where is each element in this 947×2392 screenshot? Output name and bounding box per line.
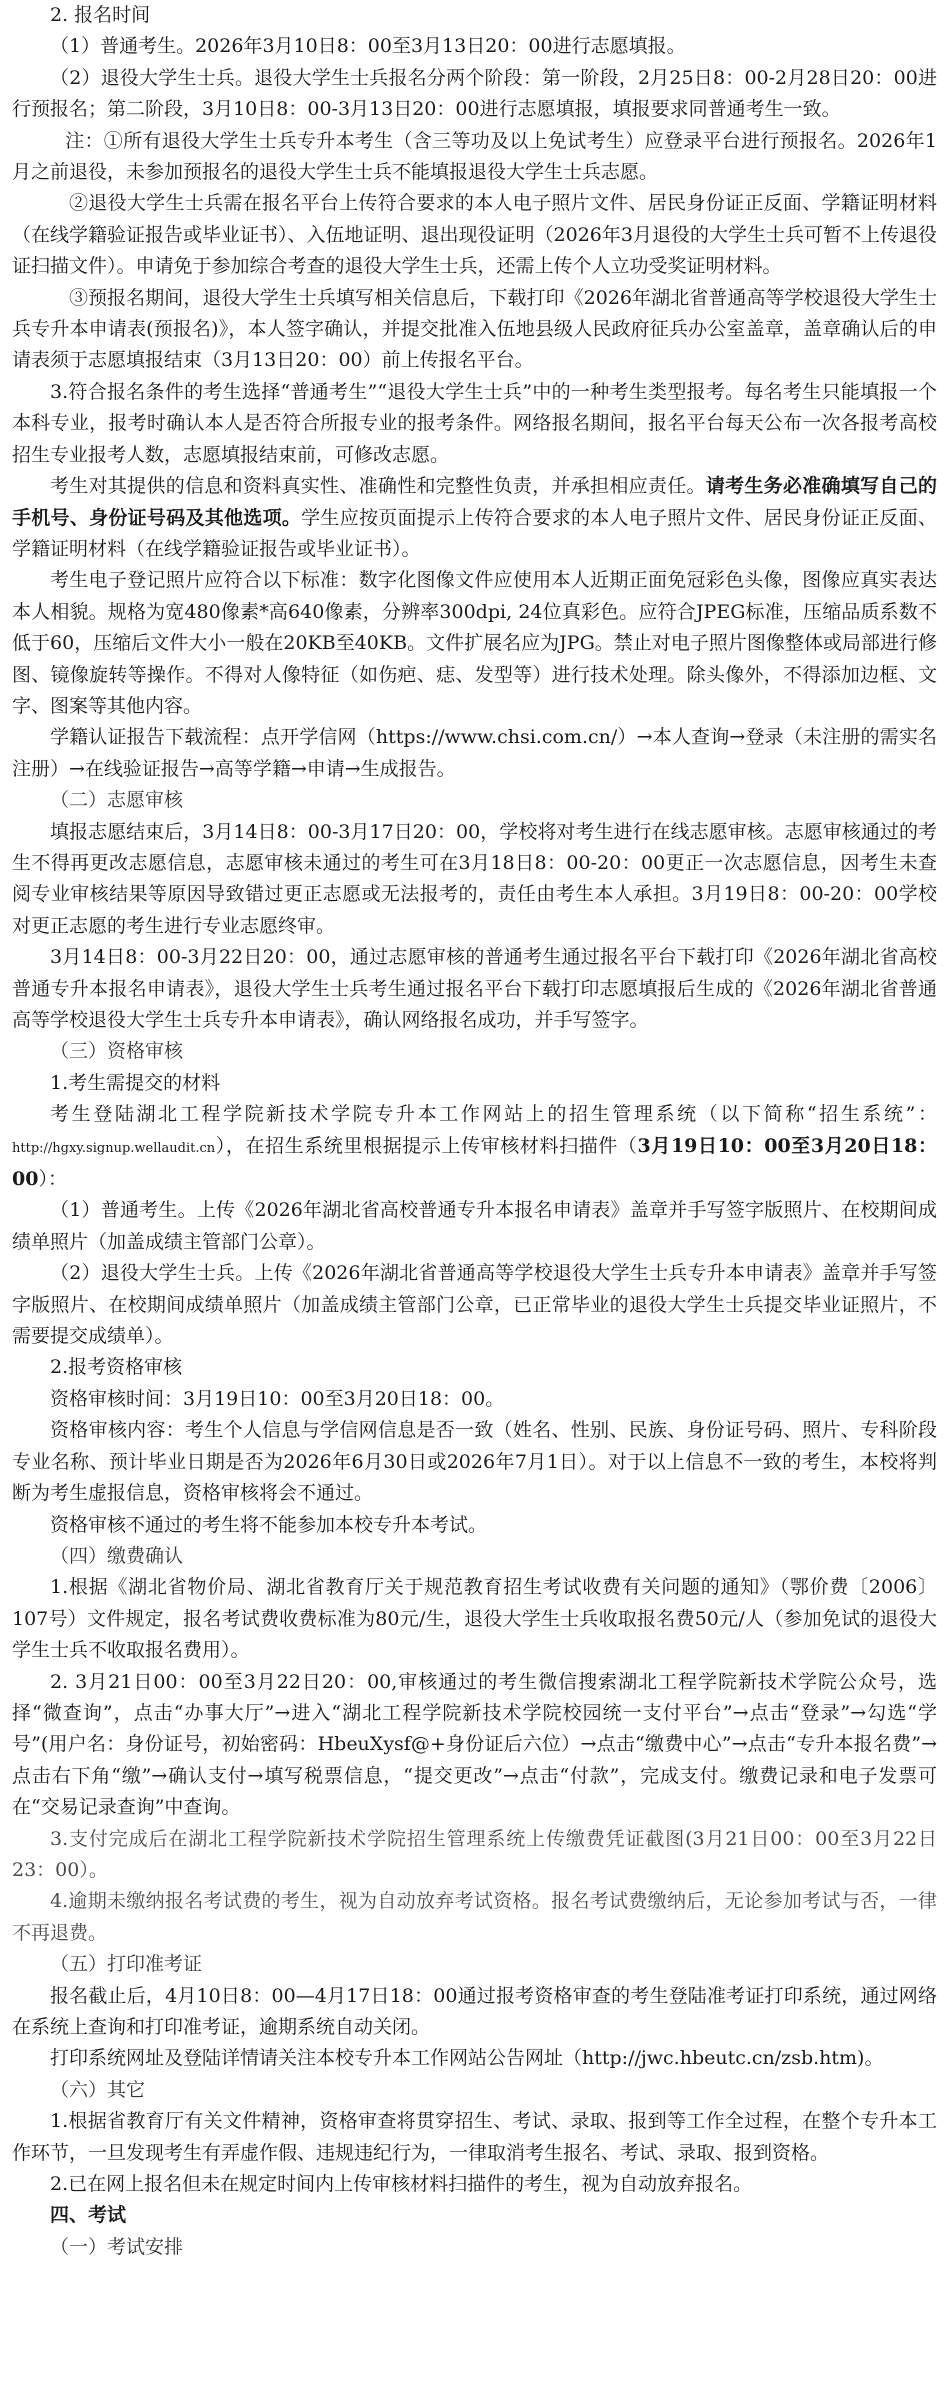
text-run: 资格审核内容：考生个人信息与学信网信息是否一致（姓名、性别、民族、身份证号码、照片、专科阶段专业名称、预计毕业日期是否为2026年6月30日或2026年7月1日）。对于以上信息不一致的考生，本校将判断为考生虚报信息，资格审核将会不通过。: [12, 1419, 937, 1505]
text-run: 报名截止后，4月10日8：00—4月17日18：00通过报考资格审查的考生登陆准考证打印系统，通过网络在系统上查询和打印准考证，逾期系统自动关闭。: [12, 1984, 937, 2038]
text-run: 学籍认证报告下载流程：点开学信网（https://www.chsi.com.cn/）→本人查询→登录（未注册的需实名注册）→在线验证报告→高等学籍→申请→生成报告。: [12, 726, 937, 780]
url-text: http://hgxy.signup.wellaudit.cn: [12, 1140, 216, 1156]
paragraph: [12, 1824, 937, 1887]
section-heading: [12, 2232, 937, 2263]
text-run: 3月14日8：00-3月22日20：00，通过志愿审核的普通考生通过报名平台下载打印《2026年湖北省高校普通专升本报名申请表》，退役大学生士兵考生通过报名平台下载打印志愿填报后生成的《2026年湖北省普通高等学校退役大学生士兵专升本申请表》，确认网络报名成功，并手写签字。: [12, 946, 937, 1031]
text-run: 填报志愿结束后，3月14日8：00-3月17日20：00，学校将对考生进行在线志愿审核。志愿审核通过的考生不得再更改志愿信息，志愿审核未通过的考生可在3月18日8：00-20：00更正一次志愿信息，因考生未查阅专业审核结果等原因导致错过更正志愿或无法报考的，责任由考生本人承担。3月19日8：00-20：00学校对更正志愿的考生进行专业志愿终审。: [12, 820, 937, 937]
paragraph: [12, 1572, 937, 1666]
paragraph: [12, 1981, 937, 2044]
bold-text: 请考生务必准确填写自己的手机号、身份证号码及其他选项。: [12, 475, 937, 529]
text-run: 2.已在网上报名但未在规定时间内上传审核材料扫描件的考生，视为自动放弃报名。: [50, 2173, 753, 2196]
text-run: （六）其它: [50, 2078, 146, 2101]
paragraph: [12, 1195, 937, 1258]
paragraph: [12, 188, 937, 282]
paragraph: [12, 471, 937, 565]
paragraph: [12, 1384, 937, 1415]
paragraph: [12, 1352, 937, 1383]
paragraph: [12, 377, 937, 471]
text-run: （四）缴费确认: [50, 1544, 184, 1567]
text-run: （二）志愿审核: [50, 789, 184, 812]
text-run: 3.符合报名条件的考生选择“普通考生”“退役大学生士兵”中的一种考生类型报考。每名考生只能填报一个本科专业，报考时确认本人是否符合所报专业的报考条件。网络报名期间，报名平台每天公布一次各报考高校招生专业报考人数，志愿填报结束前，可修改志愿。: [12, 380, 937, 466]
text-run: 2.报考资格审核: [50, 1356, 183, 1379]
text-run: 资格审核时间：3月19日10：00至3月20日18：00。: [50, 1387, 505, 1410]
text-run: ），在招生系统里根据提示上传审核材料扫描件（: [215, 1134, 638, 1157]
text-run: 2. 报名时间: [50, 4, 151, 26]
paragraph: [12, 565, 937, 722]
text-run: 考生电子登记照片应符合以下标准：数字化图像文件应使用本人近期正面免冠彩色头像，图像应真实表达本人相貌。规格为宽480像素*高640像素，分辨率300dpi, 24位真彩色。应符合JPEG标准，压缩品质系数不低于60，压缩后文件大小一般在20KB至40KB。文件扩展名应为JPG。禁止对电子照片图像整体或局部进行修图、镜像旋转等操作。不得对人像特征（如伤疤、痣、发型等）进行技术处理。除头像外，不得添加边框、文字、图案等其他内容。: [12, 569, 937, 717]
paragraph: [12, 722, 937, 785]
text-run: 考生对其提供的信息和资料真实性、准确性和完整性负责，并承担相应责任。: [50, 475, 706, 498]
text-run: （2）退役大学生士兵。退役大学生士兵报名分两个阶段：第一阶段，2月25日8：00-2月28日20：00进行预报名；第二阶段，3月10日8：00-3月13日20：00进行志愿填报，填报要求同普通考生一致。: [12, 66, 937, 121]
text-run: 四、考试: [50, 2204, 127, 2227]
text-run: （一）考试安排: [50, 2235, 184, 2258]
paragraph: [12, 1068, 937, 1099]
paragraph: [12, 0, 937, 31]
section-heading: [12, 2200, 937, 2231]
paragraph: [12, 63, 937, 126]
text-run: （1）普通考生。2026年3月10日8：00至3月13日20：00进行志愿填报。: [50, 35, 686, 58]
text-run: 2. 3月21日00：00至3月22日20：00,审核通过的考生微信搜索湖北工程学院新技术学院公众号，选择“微查询”，点击“办事大厅”→进入“湖北工程学院新技术学院校园统一支付平台”→点击“登录”→勾选“学号”(用户名：身份证号，初始密码：HbeuXysf@+身份证后六位）→点击“缴费中心”→点击“专升本报名费”→点击右下角“缴”→确认支付→填写税票信息，“提交更改”→点击“付款”，完成支付。缴费记录和电子发票可在“交易记录查询”中查询。: [12, 1670, 937, 1819]
text-run: 打印系统网址及登陆详情请关注本校专升本工作网站公告网址（http://jwc.hbeutc.cn/zsb.htm)。: [50, 2047, 884, 2070]
paragraph: [12, 817, 937, 943]
paragraph: [12, 283, 937, 377]
section-heading: [12, 1541, 937, 1572]
paragraph: [12, 1415, 937, 1509]
paragraph: [12, 1510, 937, 1541]
text-run: ②退役大学生士兵需在报名平台上传符合要求的本人电子照片文件、居民身份证正反面、学籍证明材料（在线学籍验证报告或毕业证书）、入伍地证明、退出现役证明（2026年3月退役的大学生士兵可暂不上传退役证扫描文件）。申请免于参加综合考查的退役大学生士兵，还需上传个人立功受奖证明材料。: [12, 192, 937, 278]
text-run: ）：: [38, 1168, 67, 1191]
paragraph: [12, 2106, 937, 2169]
section-heading: [12, 785, 937, 816]
text-run: 考生登陆湖北工程学院新技术学院专升本工作网站上的招生管理系统（以下简称“招生系统”：: [50, 1103, 937, 1126]
paragraph: [12, 1886, 937, 1949]
text-run: （五）打印准考证: [50, 1953, 203, 1976]
section-heading: [12, 2075, 937, 2106]
bold-text: 3月19日10：00至3月20日18：00: [12, 1134, 937, 1191]
text-run: 1.考生需提交的材料: [50, 1071, 221, 1094]
text-run: 资格审核不通过的考生将不能参加本校专升本考试。: [50, 1513, 488, 1536]
text-run: （三）资格审核: [50, 1040, 184, 1063]
paragraph: [12, 2169, 937, 2200]
paragraph: [12, 1667, 937, 1824]
paragraph: [12, 126, 937, 189]
paragraph: [12, 31, 937, 62]
text-run: ③预报名期间，退役大学生士兵填写相关信息后，下载打印《2026年湖北省普通高等学校退役大学生士兵专升本申请表(预报名)》，本人签字确认，并提交批准入伍地县级人民政府征兵办公室盖章，盖章确认后的申请表须于志愿填报结束（3月13日20：00）前上传报名平台。: [12, 286, 937, 372]
paragraph: [12, 1099, 937, 1195]
text-run: （2）退役大学生士兵。上传《2026年湖北省普通高等学校退役大学生士兵专升本申请表》盖章并手写签字版照片、在校期间成绩单照片（加盖成绩主管部门公章，已正常毕业的退役大学生士兵提交毕业证照片，不需要提交成绩单）。: [12, 1262, 937, 1348]
paragraph: [12, 1258, 937, 1352]
text-run: 注：①所有退役大学生士兵专升本考生（含三等功及以上免试考生）应登录平台进行预报名。2026年1月之前退役，未参加预报名的退役大学生士兵不能填报退役大学生士兵志愿。: [12, 129, 937, 184]
text-run: 3.支付完成后在湖北工程学院新技术学院招生管理系统上传缴费凭证截图(3月21日00：00至3月22日23：00）。: [12, 1827, 937, 1881]
paragraph: [12, 2043, 937, 2074]
text-run: 1.根据省教育厅有关文件精神，资格审查将贯穿招生、考试、录取、报到等工作全过程，在整个专升本工作环节，一旦发现考生有弄虚作假、违规违纪行为，一律取消考生报名、考试、录取、报到资格。: [12, 2110, 937, 2164]
section-heading: [12, 1949, 937, 1980]
paragraph: [12, 942, 937, 1036]
section-heading: [12, 1036, 937, 1067]
text-run: 学生应按页面提示上传符合要求的本人电子照片文件、居民身份证正反面、学籍证明材料（在线学籍验证报告或毕业证书）。: [12, 506, 937, 560]
text-run: （1）普通考生。上传《2026年湖北省高校普通专升本报名申请表》盖章并手写签字版照片、在校期间成绩单照片（加盖成绩主管部门公章）。: [12, 1199, 937, 1253]
text-run: 1.根据《湖北省物价局、湖北省教育厅关于规范教育招生考试收费有关问题的通知》（鄂价费〔2006〕107号）文件规定，报名考试费收费标准为80元/生，退役大学生士兵收取报名费50元/人（参加免试的退役大学生士兵不收取报名费用）。: [12, 1576, 937, 1662]
text-run: 4.逾期未缴纳报名考试费的考生，视为自动放弃考试资格。报名考试费缴纳后，无论参加考试与否，一律不再退费。: [12, 1890, 937, 1944]
